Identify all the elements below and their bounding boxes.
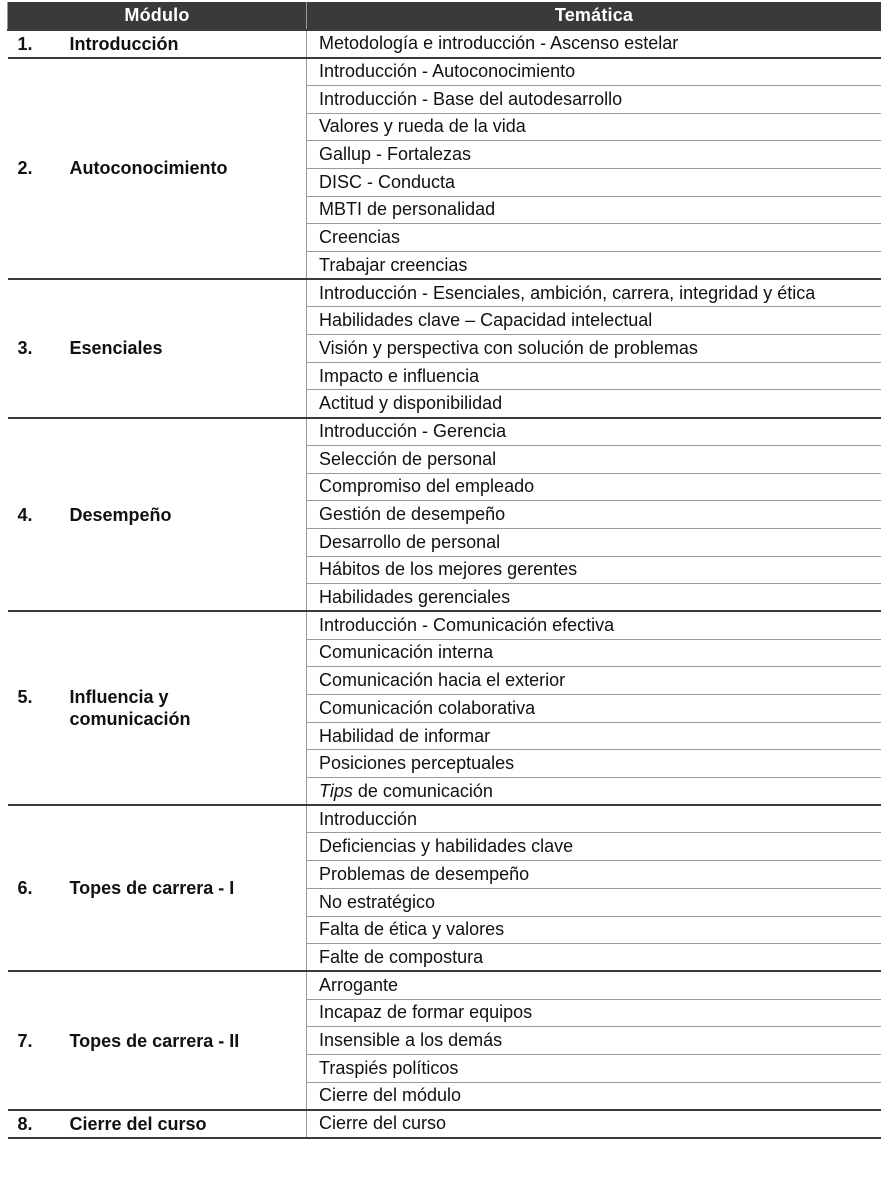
topic-cell: Habilidad de informar (307, 722, 881, 750)
module-cell (8, 418, 307, 612)
topic-cell: DISC - Conducta (307, 168, 881, 196)
topic-cell: Visión y perspectiva con solución de problemas (307, 335, 881, 363)
module-number: 4. (17, 504, 33, 525)
course-table-container (7, 2, 881, 1139)
module-cell (8, 971, 307, 1109)
topic-cell: Selección de personal (307, 445, 881, 473)
topic-cell: Comunicación hacia el exterior (307, 667, 881, 695)
topic-cell: Hábitos de los mejores gerentes (307, 556, 881, 584)
table-body (8, 30, 881, 1138)
module-name: Autoconocimiento (69, 158, 228, 179)
module-number: 5. (17, 687, 33, 708)
topic-cell: Tips de comunicación (307, 778, 881, 806)
topic-cell: Introducción - Esenciales, ambición, carrera, integridad y ética (307, 279, 881, 307)
module-number: 2. (17, 158, 33, 179)
module-number: 6. (17, 878, 33, 899)
topic-cell: Habilidades gerenciales (307, 584, 881, 612)
module-name: Cierre del curso (69, 1113, 207, 1134)
topic-cell: Deficiencias y habilidades clave (307, 833, 881, 861)
table-header-row (8, 2, 881, 30)
module-name: Topes de carrera - I (69, 878, 235, 899)
topic-cell: Incapaz de formar equipos (307, 999, 881, 1027)
topic-cell: Falta de ética y valores (307, 916, 881, 944)
topic-cell: Introducción (307, 805, 881, 833)
topic-cell: Insensible a los demás (307, 1027, 881, 1055)
topic-cell: Cierre del curso (307, 1110, 881, 1138)
topic-cell: Comunicación interna (307, 639, 881, 667)
topic-cell: Compromiso del empleado (307, 473, 881, 501)
topic-cell: Gestión de desempeño (307, 501, 881, 529)
topic-cell: Creencias (307, 224, 881, 252)
course-modules-table (7, 2, 881, 1139)
topic-cell: Impacto e influencia (307, 362, 881, 390)
table-row (8, 971, 881, 999)
topic-cell: Cierre del módulo (307, 1082, 881, 1110)
table-row (8, 611, 881, 639)
topic-cell: Trabajar creencias (307, 252, 881, 280)
topic-cell: Introducción - Autoconocimiento (307, 58, 881, 86)
topic-cell: Introducción - Comunicación efectiva (307, 611, 881, 639)
module-name: Esenciales (69, 338, 163, 359)
topic-cell: Gallup - Fortalezas (307, 141, 881, 169)
topic-cell: Comunicación colaborativa (307, 695, 881, 723)
module-cell (8, 58, 307, 280)
table-row (8, 30, 881, 58)
table-row (8, 279, 881, 307)
topic-cell: Valores y rueda de la vida (307, 113, 881, 141)
header-modulo: Módulo (8, 2, 307, 30)
module-number: 8. (17, 1113, 33, 1134)
module-cell (8, 279, 307, 417)
topic-cell: Habilidades clave – Capacidad intelectual (307, 307, 881, 335)
topic-cell: MBTI de personalidad (307, 196, 881, 224)
topic-cell: Introducción - Gerencia (307, 418, 881, 446)
topic-cell: Traspiés políticos (307, 1054, 881, 1082)
module-cell (8, 1110, 307, 1138)
module-cell (8, 611, 307, 805)
table-row (8, 805, 881, 833)
module-name: Influencia y comunicación (69, 687, 191, 730)
topic-cell: Introducción - Base del autodesarrollo (307, 85, 881, 113)
module-number: 3. (17, 338, 33, 359)
topic-cell: Actitud y disponibilidad (307, 390, 881, 418)
topic-cell: Problemas de desempeño (307, 861, 881, 889)
module-number: 7. (17, 1030, 33, 1051)
topic-cell: Posiciones perceptuales (307, 750, 881, 778)
topic-cell: No estratégico (307, 888, 881, 916)
topic-cell: Desarrollo de personal (307, 528, 881, 556)
topic-cell: Arrogante (307, 971, 881, 999)
table-row (8, 58, 881, 86)
module-cell (8, 30, 307, 58)
module-number: 1. (17, 33, 33, 54)
module-name: Topes de carrera - II (69, 1030, 240, 1051)
module-cell (8, 805, 307, 971)
topic-cell: Metodología e introducción - Ascenso estelar (307, 30, 881, 58)
topic-cell: Falte de compostura (307, 944, 881, 972)
header-tematica: Temática (307, 2, 881, 30)
table-row (8, 418, 881, 446)
module-name: Introducción (69, 33, 179, 54)
module-name: Desempeño (69, 504, 172, 525)
table-row (8, 1110, 881, 1138)
